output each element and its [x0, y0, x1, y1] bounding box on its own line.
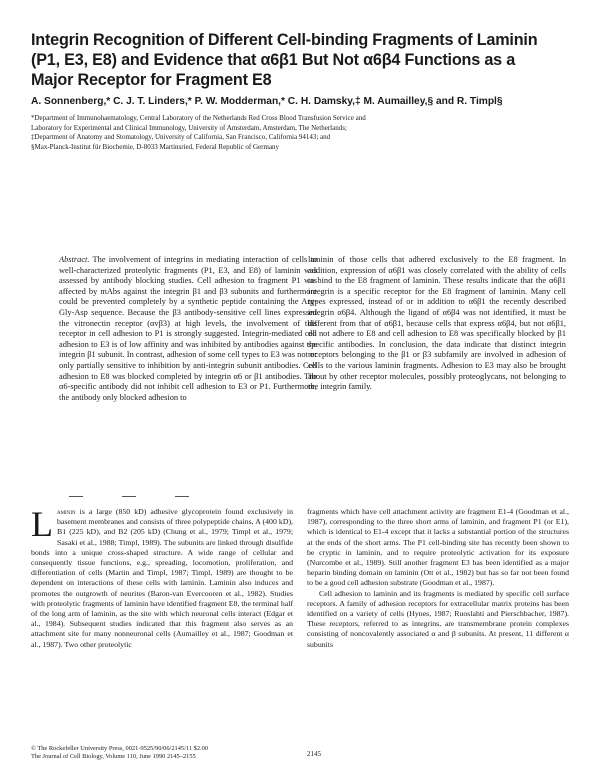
- affiliation-line: ‡Department of Anatomy and Stomatology, University of California, San Francisco, California 94143; and: [31, 133, 331, 142]
- journal-citation: The Journal of Cell Biology, Volume 110, June 1990 2145–2155: [31, 753, 196, 760]
- page-number: 2145: [307, 750, 321, 758]
- abstract-right-column: laminin of those cells that adhered exclusively to the E8 fragment. In addition, expression of α6β1 was closely correlated with the ability of cells to bind to the E8 fragment of laminin. These results indicate that the α6β1 integrin is a specific receptor for the E8 fragment of laminin. Many cell types expressed, instead of or in addition to α6β1 the recently described integrin α6β4. Although the ligand of α6β4 was not identified, it must be different from that of α6β1, because cells that express α6β4, but not α6β1, do not adhere to E8 and cell adhesion to E8 was specifically blocked by β1 specific antibodies. In conclusion, the data indicate that distinct integrin receptors belonging to the β1 or β3 subfamily are involved in adhesion of cells to the various laminin fragments. Adhesion to E3 may also be brought about by other receptor molecules, possibly proteoglycans, not belonging to the integrin family.: [308, 255, 566, 392]
- drop-cap-continuation: aminin: [57, 507, 76, 516]
- body-left-column: [31, 504, 293, 650]
- body-right-column: [307, 507, 569, 650]
- affiliations: [31, 114, 576, 152]
- intro-paragraph: [31, 504, 293, 650]
- separator-dash: [122, 496, 136, 497]
- body-paragraph: Cell adhesion to laminin and its fragments is mediated by specific cell surface receptors. A family of adhesion receptors for extracellular matrix proteins has been identified on a variety of cells (Hynes, 1987; Ruoslahti and Pierschbacher, 1987). These receptors, referred to as integrins, are transmembrane protein complexes consisting of noncovalently associated α and β subunits. At present, 11 different α subunits: [307, 588, 569, 649]
- author-list: A. Sonnenberg,* C. J. T. Linders,* P. W. Modderman,* C. H. Damsky,‡ M. Aumailley,§ and R. Timpl§: [31, 96, 503, 107]
- abstract-heading: Abstract.: [59, 255, 90, 264]
- separator-dash: [69, 496, 83, 497]
- article-title: Integrin Recognition of Different Cell-binding Fragments of Laminin (P1, E3, E8) and Evidence that α6β1 But Not α6β4 Functions as a Major Receptor for Fragment E8: [31, 31, 538, 89]
- affiliation-line: *Department of Immunohaematology, Central Laboratory of the Netherlands Red Cross Blood Transfusion Service and: [31, 114, 366, 122]
- body-paragraph: fragments which have cell attachment activity are fragment E1-4 (Goodman et al., 1987), corresponding to the three short arms of laminin, and fragment P1 (or E1), which is identical to E1-4 except that it lacks a substantial portion of the structures at the ends of the short arms. The P1 cell-binding site has recently been shown to be cryptic in laminin, and to require proteolytic activation for its exposure (Nurcombe et al., 1989). Still another fragment E3 has been identified as a major heparin binding domain on laminin (Ott et al., 1982) but has so far not been found to be a good cell adhesion substrate (Goodman et al., 1987).: [307, 507, 569, 588]
- affiliation-line: Laboratory for Experimental and Clinical Immunology, University of Amsterdam, Amsterdam, The Netherlands;: [31, 123, 347, 132]
- separator-dash: [175, 496, 189, 497]
- affiliation-line: §Max-Planck-Institut für Biochemie, D-8033 Martinsried, Federal Republic of Germany: [31, 142, 280, 151]
- intro-text: is a large (850 kD) adhesive glycoprotein found exclusively in basement membranes and consists of three polypeptide chains, A (400 kD), B1 (225 kD), and B2 (205 kD) (Chung et al., 1979; Timpl et al., 1979; Sasaki et al., 1988; Timpl, 1989). The subunits are linked through disulfide bonds into a unique cross-shaped structure. A wide range of cellular and consequently tissue functions, e.g., spreading, locomotion, proliferation, and differentiation of cells (Martin and Timpl, 1987; Timpl, 1989) are thought to be dependent on interactions of these cells with laminin. Laminin also induces and promotes the outgrowth of neurites (Baron-van Evercooren et al., 1982). Studies with proteolytic fragments of laminin have identified fragment E8, the terminal half of the long arm of laminin, as the site with which neuronal cells interact (Edgar et al., 1984). Subsequent studies indicated that this fragment also serves as an attachment site for many nonneuronal cells (Aumailley et al., 1987; Goodman et al., 1987). Two other proteolytic: [31, 507, 293, 649]
- abstract-text-left: The involvement of integrins in mediating interaction of cells to well-characterized proteolytic fragments (P1, E3, and E8) of laminin was assessed by antibody blocking studies. Cell adhesion to fragment P1 was affected by mAbs against the integrin β1 and β3 subunits and furthermore could be prevented completely by a synthetic peptide containing the Arg-Gly-Asp sequence. Because the β3 antibody-sensitive cell lines expressed the vitronectin receptor (αvβ3) at high levels, the involvement of this receptor in cell adhesion to P1 is strongly suggested. Integrin-mediated cell adhesion to E3 is of low affinity and was inhibited by antibodies against the integrin β1 subunit. In contrast, adhesion of some cell types to E3 was not or only partially sensitive to inhibition by anti-integrin subunit antibodies. Cell adhesion to E8 was blocked completed by integrin α6 or β1 antibodies. The α6-specific antibody did not inhibit cell adhesion to E3 or P1. Furthermore, the antibody only blocked adhesion to: [59, 255, 317, 402]
- drop-cap: L: [31, 504, 53, 544]
- copyright-footer: [31, 745, 331, 761]
- copyright-line: © The Rockefeller University Press, 0021-9525/90/06/2145/11 $2.00: [31, 745, 209, 752]
- abstract-left-column: [59, 255, 317, 403]
